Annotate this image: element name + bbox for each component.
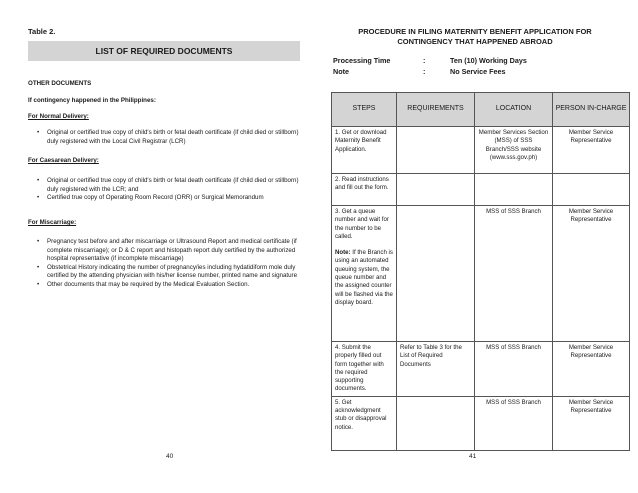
header-location: LOCATION	[475, 93, 553, 127]
requirements-cell	[397, 206, 475, 342]
list-item: • Obstetrical History indicating the number of pregnancy/ies including hydatidiform mole duly certified by the attending physician with his/her license number, printed name and signature	[35, 264, 303, 281]
location-cell: Member Services Section (MSS) of SSS Branch/SSS website (www.sss.gov.ph)	[475, 127, 553, 174]
miscarriage-list	[28, 238, 303, 290]
list-item: • Original or certified true copy of child's birth or fetal death certificate (if child died or stillborn) duly registered with the LCR; and	[35, 177, 303, 194]
required-documents-banner	[28, 41, 300, 61]
note-value: No Service Fees	[450, 67, 506, 76]
procedure-table	[331, 92, 630, 451]
header-steps: STEPS	[332, 93, 397, 127]
step-note-text: If the Branch is using an automated queuing system, the queue number and the assigned counter will be flashed via the display board.	[335, 249, 393, 306]
requirements-cell	[397, 174, 475, 206]
miscarriage-heading: For Miscarriage:	[28, 219, 77, 226]
step-cell: 5. Get acknowledgment stub or disapproval notice.	[332, 396, 397, 450]
table-row	[332, 206, 630, 342]
requirements-cell: Refer to Table 3 for the List of Required Documents	[397, 342, 475, 397]
note-label: Note	[333, 67, 349, 76]
colon: :	[423, 67, 426, 76]
procedure-title: PROCEDURE IN FILING MATERNITY BENEFIT APPLICATION FOR CONTINGENCY THAT HAPPENED ABROAD	[358, 27, 592, 46]
requirements-cell	[397, 396, 475, 450]
list-item: • Original or certified true copy of child's birth or fetal death certificate (if child died or stillborn) duly registered with the Local Civil Registrar (LCR)	[35, 129, 303, 146]
step-cell: 1. Get or download Maternity Benefit Application.	[332, 127, 397, 174]
step-cell: 4. Submit the properly filled out form together with the required supporting documents.	[332, 342, 397, 397]
location-cell: MSS of SSS Branch	[475, 206, 553, 342]
table-row	[332, 396, 630, 450]
table-row	[332, 342, 630, 397]
location-cell: MSS of SSS Branch	[475, 342, 553, 397]
location-cell	[475, 174, 553, 206]
colon: :	[423, 56, 426, 65]
header-requirements: REQUIREMENTS	[397, 93, 475, 127]
person-cell: Member Service Representative	[553, 396, 630, 450]
table-header-row	[332, 93, 630, 127]
table-row	[332, 127, 630, 174]
processing-time-value: Ten (10) Working Days	[450, 56, 527, 65]
step-cell	[332, 206, 397, 342]
step-note	[335, 249, 393, 307]
caesarean-delivery-heading: For Caesarean Delivery:	[28, 157, 99, 164]
list-item: • Other documents that may be required by the Medical Evaluation Section.	[35, 281, 303, 290]
list-item: • Certified true copy of Operating Room Record (ORR) or Surgical Memorandum	[35, 194, 303, 203]
person-cell: Member Service Representative	[553, 342, 630, 397]
page-number: 41	[469, 453, 477, 460]
step-cell: 2. Read instructions and fill out the form.	[332, 174, 397, 206]
processing-time-label: Processing Time	[333, 56, 391, 65]
right-page	[319, 0, 638, 493]
normal-delivery-list	[28, 129, 303, 146]
caesarean-delivery-list	[28, 177, 303, 203]
table-row	[332, 174, 630, 206]
banner-title: LIST OF REQUIRED DOCUMENTS	[95, 46, 233, 56]
requirements-cell	[397, 127, 475, 174]
page-number: 40	[166, 453, 174, 460]
person-cell: Member Service Representative	[553, 127, 630, 174]
step-text: 3. Get a queue number and wait for the number to be called.	[335, 208, 389, 240]
person-cell: Member Service Representative	[553, 206, 630, 342]
contingency-ph-heading: If contingency happened in the Philippines:	[28, 97, 156, 104]
table-number: Table 2.	[28, 27, 56, 36]
normal-delivery-heading: For Normal Delivery:	[28, 113, 89, 120]
location-cell: MSS of SSS Branch	[475, 396, 553, 450]
list-item: • Pregnancy test before and after miscarriage or Ultrasound Report and medical certificate (if complete miscarriage); or D & C report and histopath report duly certified by the authorized hospital representative (if incomplete miscarriage)	[35, 238, 303, 264]
header-person-in-charge: PERSON IN-CHARGE	[553, 93, 630, 127]
step-note-label: Note:	[335, 249, 351, 257]
other-documents-heading: OTHER DOCUMENTS	[28, 80, 92, 87]
person-cell	[553, 174, 630, 206]
